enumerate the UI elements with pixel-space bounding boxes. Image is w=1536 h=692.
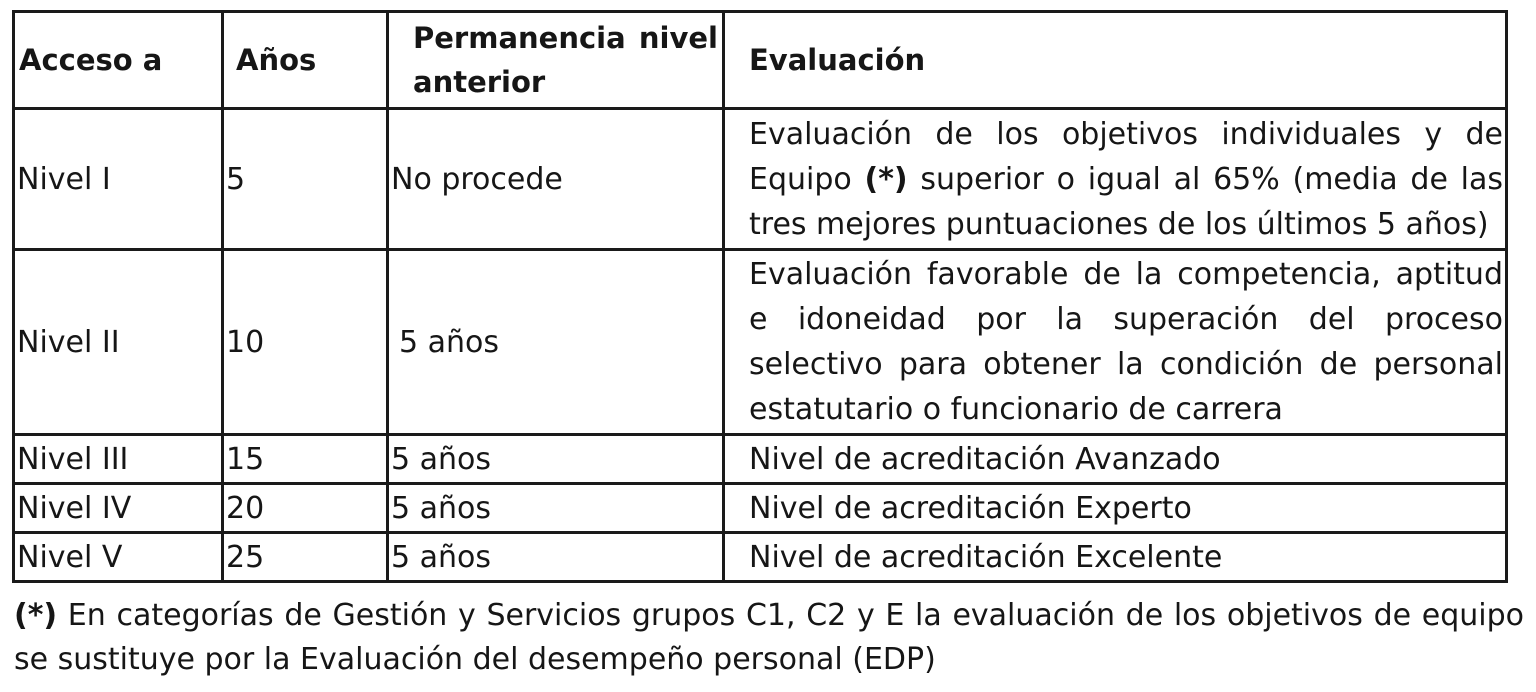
header-anos xyxy=(223,12,388,109)
cell-permanencia: No procede xyxy=(391,161,563,197)
header-permanencia-word: Permanencia xyxy=(413,21,626,55)
cell-anos: 10 xyxy=(226,324,265,360)
cell-nivel: Nivel I xyxy=(17,161,111,197)
header-anos-label: Años xyxy=(236,43,317,77)
header-anterior-word: anterior xyxy=(413,65,546,99)
cell-anos: 5 xyxy=(226,161,246,197)
table-row xyxy=(14,484,1507,533)
cell-anos: 20 xyxy=(226,490,265,526)
cell-evaluacion: Nivel de acreditación Experto xyxy=(749,490,1192,526)
header-permanencia xyxy=(388,12,724,109)
cell-evaluacion: Nivel de acreditación Excelente xyxy=(749,539,1223,575)
table-row xyxy=(14,533,1507,582)
header-nivel-word: nivel xyxy=(638,21,718,55)
cell-evaluacion: Nivel de acreditación Avanzado xyxy=(749,441,1221,477)
cell-evaluacion xyxy=(725,112,1505,247)
cell-permanencia: 5 años xyxy=(399,324,500,360)
asterisk-mark: (*) xyxy=(864,161,908,197)
table-row xyxy=(14,435,1507,484)
header-evaluacion xyxy=(724,12,1507,109)
cell-anos: 15 xyxy=(226,441,265,477)
evaluacion-text-pre: Evaluación de los objetivos individuales y de Equipo xyxy=(749,116,1503,197)
cell-nivel: Nivel V xyxy=(17,539,123,575)
cell-permanencia: 5 años xyxy=(391,490,492,526)
cell-permanencia: 5 años xyxy=(391,441,492,477)
cell-evaluacion: Evaluación favorable de la competencia, aptitud e idoneidad por la superación del proceso selectivo para obtener la condición de personal estatutario o funcionario de carrera xyxy=(749,257,1503,427)
header-acceso xyxy=(14,12,223,109)
header-evaluacion-label: Evaluación xyxy=(749,43,926,77)
table-row xyxy=(14,109,1507,250)
cell-anos: 25 xyxy=(226,539,265,575)
cell-nivel: Nivel II xyxy=(17,324,120,360)
table-header-row xyxy=(14,12,1507,109)
career-levels-table xyxy=(12,10,1508,583)
cell-nivel: Nivel IV xyxy=(17,490,132,526)
table-row xyxy=(14,250,1507,435)
footnote-asterisk-mark: (*) xyxy=(14,598,58,633)
footnote-text: En categorías de Gestión y Servicios grupos C1, C2 y E la evaluación de los objetivos de equipo se sustituye por la Evaluación del desempeño personal (EDP) xyxy=(14,598,1524,677)
evaluacion-text-post: superior o igual al 65% (media de las tres mejores puntuaciones de los últimos 5 años) xyxy=(749,161,1503,242)
cell-permanencia: 5 años xyxy=(391,539,492,575)
cell-nivel: Nivel III xyxy=(17,441,129,477)
footnote xyxy=(14,594,1524,682)
header-acceso-label: Acceso a xyxy=(19,43,163,77)
